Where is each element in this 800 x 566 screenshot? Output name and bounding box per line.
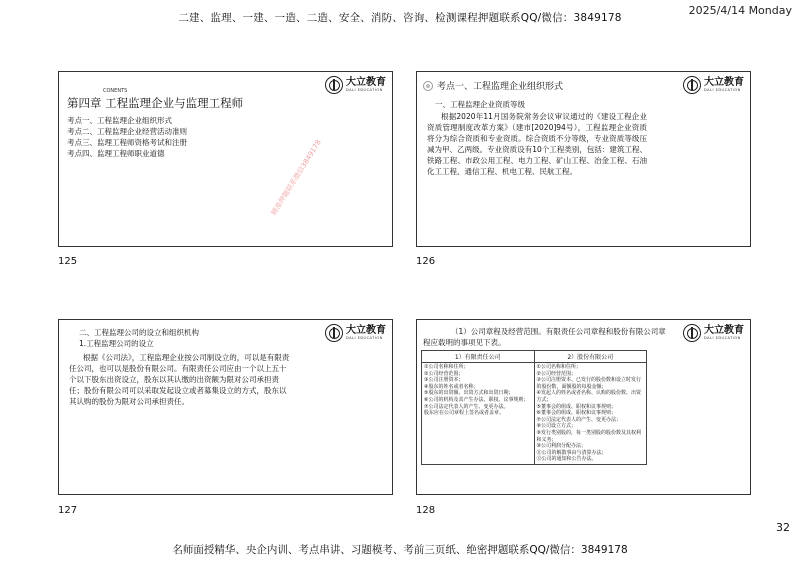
logo-name: 大立教育: [704, 76, 744, 88]
slide-number: 125: [58, 256, 78, 267]
list-item: ⑤董事会的组成、职权和议事规则；: [536, 403, 616, 410]
logo-name-en: DALI EDUCATION: [346, 335, 383, 340]
slide-body: 根据《公司法》，工程监理企业按公司制设立的，可以是有限责任公司，也可以是股份有限公司。有限责任公司应由一个以上五十个以下股东出资设立，股东以其认缴的出资额为限对公司承担责任；股份有限公司可以采取发起设立或者募集设立的方式，股东以其认购的股份为限对公司承担责任。: [69, 353, 290, 406]
slide-intro: （1）公司章程及经营范围。有限责任公司章程和股份有限公司章程应载明的事项见下表。: [423, 327, 666, 347]
slide-127: [58, 319, 393, 495]
list-item: ⑦公司法定代表人的产生、变更办法。: [424, 403, 509, 410]
slide-subheading: 1.工程监理公司的设立: [79, 339, 154, 348]
toc-item: 考点一、工程监理企业组织形式: [67, 116, 172, 125]
logo: [325, 324, 386, 342]
list-item: ③公司注册资本、已发行的股份数和设立时发行的股份数，面额股的每股金额；: [536, 377, 641, 390]
slide-number: 128: [416, 505, 436, 516]
contents-tag: CONENTS: [103, 88, 128, 94]
top-banner: 二建、监理、一建、一造、二造、安全、消防、咨询、检测课程押题联系QQ/微信：3849178: [178, 12, 622, 24]
toc-list: [67, 115, 187, 159]
logo: [683, 324, 744, 342]
table-cell-llc: [422, 363, 535, 465]
slide-heading: 二、工程监理公司的设立和组织机构: [79, 328, 199, 337]
slide-subheading: 一、工程监理企业资质等级: [435, 100, 525, 109]
logo-name-en: DALI EDUCATION: [346, 87, 383, 92]
list-item: ①公司名称和住所；: [536, 364, 581, 370]
list-item: ⑤股东的出资额、出资方式和出资日期；: [424, 390, 514, 397]
slide-number: 126: [416, 256, 436, 267]
slide-126: [416, 71, 751, 247]
list-item: ⑫公司的通知和公告办法。: [536, 456, 597, 463]
logo-name: 大立教育: [704, 324, 744, 336]
slide-128: [416, 319, 751, 495]
list-item: ④股东的姓名或者名称；: [424, 383, 479, 390]
list-item: ⑩公司利润分配办法；: [536, 443, 586, 450]
list-item: ③公司注册资本；: [424, 377, 464, 384]
logo-name: 大立教育: [346, 324, 386, 336]
logo-name-en: DALI EDUCATION: [704, 87, 741, 92]
bottom-banner: 名师面授精华、央企内训、考点串讲、习题模考、考前三页纸、绝密押题联系QQ/微信：3849178: [172, 544, 628, 556]
list-item: ②公司经营范围；: [424, 370, 464, 377]
slide-title: [423, 79, 563, 92]
list-item: 股东应在公司章程上签名或者盖章。: [424, 410, 505, 417]
target-icon: [423, 81, 433, 91]
logo-icon: [325, 324, 343, 342]
slide-title-text: 考点一、工程监理企业组织形式: [437, 82, 564, 92]
table-cell-jsc: [534, 363, 647, 465]
logo-name: 大立教育: [346, 76, 386, 88]
list-item: ②公司经营范围；: [536, 370, 576, 377]
watermark: 精准押题联系微信3849178: [269, 138, 323, 217]
list-item: ⑦公司法定代表人的产生、变更办法；: [536, 416, 621, 423]
list-item: ⑥董事会的组成、职权和议事规则；: [536, 410, 616, 417]
toc-item: 考点二、工程监理企业经营活动准则: [67, 127, 187, 136]
toc-item: 考点三、监理工程师资格考试和注册: [67, 138, 187, 147]
sheet-number: 32: [776, 521, 790, 534]
logo-name-en: DALI EDUCATION: [704, 335, 741, 340]
logo-icon: [683, 76, 701, 94]
list-item: ⑨发行类别股的，每一类别股的股份数及其权利和义务；: [536, 429, 641, 443]
slide-number: 127: [58, 505, 78, 516]
logo-icon: [683, 324, 701, 342]
logo: [683, 76, 744, 94]
list-item: ④发起人的姓名或者名称、认购的股份数、出资方式；: [536, 390, 641, 403]
print-date: 2025/4/14 Monday: [688, 4, 792, 17]
logo: [325, 76, 386, 94]
slide-body: 根据2020年11月国务院常务会议审议通过的《建设工程企业资质管理制度改革方案》（建市[2020]94号），工程监理企业资质将分为综合资质和专业资质。综合资质不分等级，专业资质等级压减为甲、乙两级。专业资质设有10个工程类别，包括：建筑工程、铁路工程、市政公用工程、电力工程、矿山工程、冶金工程、石油化工工程、通信工程、机电工程、民航工程。: [427, 112, 647, 176]
toc-item: 考点四、监理工程师职业道德: [67, 149, 165, 158]
list-item: ⑪公司的解散事由与清算办法；: [536, 449, 607, 456]
logo-icon: [325, 76, 343, 94]
chapter-title: 第四章 工程监理企业与监理工程师: [67, 96, 244, 110]
table-header-llc: 1）有限责任公司: [422, 351, 535, 363]
table-header-jsc: 2）股份有限公司: [534, 351, 647, 363]
articles-table: [421, 350, 647, 465]
list-item: ⑥公司的机构及其产生办法、职权、议事规则；: [424, 396, 529, 403]
slide-125: [58, 71, 393, 247]
list-item: ⑧公司设立方式；: [536, 423, 576, 430]
list-item: ①公司名称和住所；: [424, 364, 469, 370]
